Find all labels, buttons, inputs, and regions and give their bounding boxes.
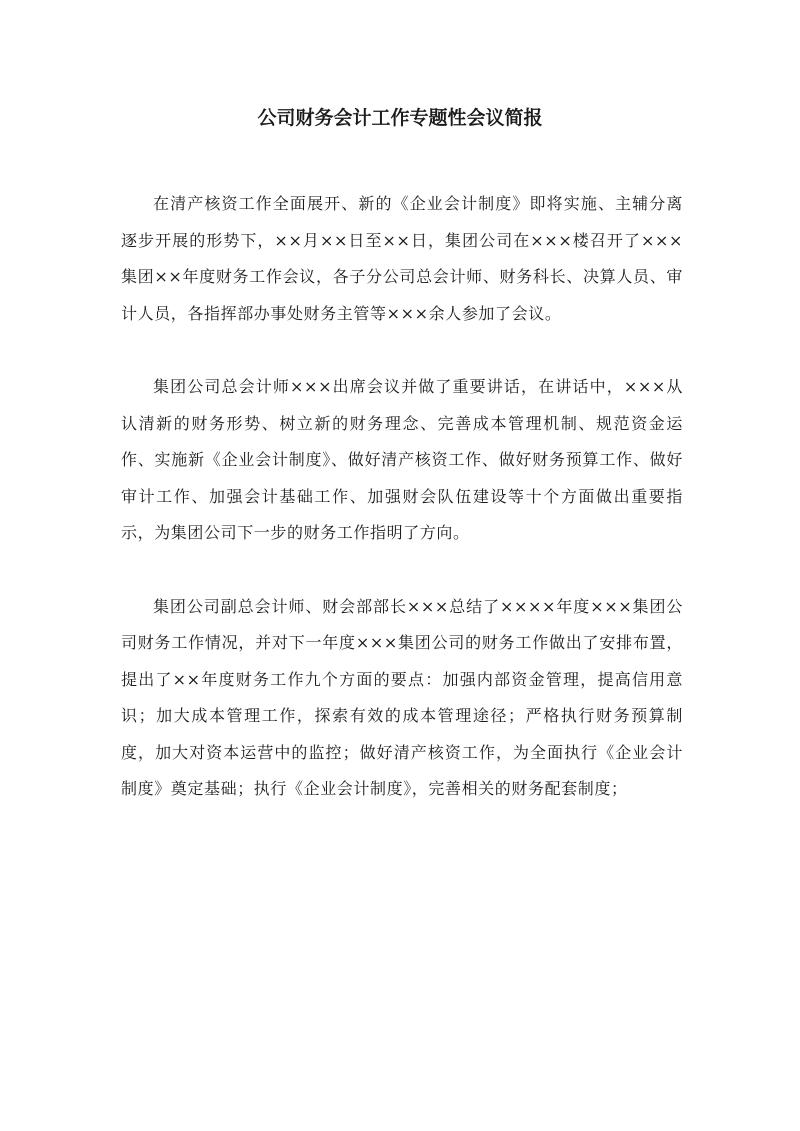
document-body: [121, 186, 683, 808]
paragraph-1: 在清产核资工作全面展开、新的《企业会计制度》即将实施、主辅分离逐步开展的形势下，××月××日至××日，集团公司在×××楼召开了×××集团××年度财务工作会议，各子分公司总会计师、财务科长、决算人员、审计人员，各指挥部办事处财务主管等×××余人参加了会议。: [121, 194, 683, 323]
paragraph-2: 集团公司总会计师×××出席会议并做了重要讲话，在讲话中，×××从认清新的财务形势、树立新的财务理念、完善成本管理机制、规范资金运作、实施新《企业会计制度》、做好清产核资工作、做好财务预算工作、做好审计工作、加强会计基础工作、加强财会队伍建设等十个方面做出重要指示，为集团公司下一步的财务工作指明了方向。: [121, 377, 683, 542]
document-title: 公司财务会计工作专题性会议简报: [257, 107, 543, 129]
paragraph-3: 集团公司副总会计师、财会部部长×××总结了××××年度×××集团公司财务工作情况，并对下一年度×××集团公司的财务工作做出了安排布置，提出了××年度财务工作九个方面的要点：加强内部资金管理，提高信用意识；加大成本管理工作，探索有效的成本管理途径；严格执行财务预算制度，加大对资本运营中的监控；做好清产核资工作，为全面执行《企业会计制度》奠定基础；执行《企业会计制度》，完善相关的财务配套制度；: [121, 596, 683, 798]
